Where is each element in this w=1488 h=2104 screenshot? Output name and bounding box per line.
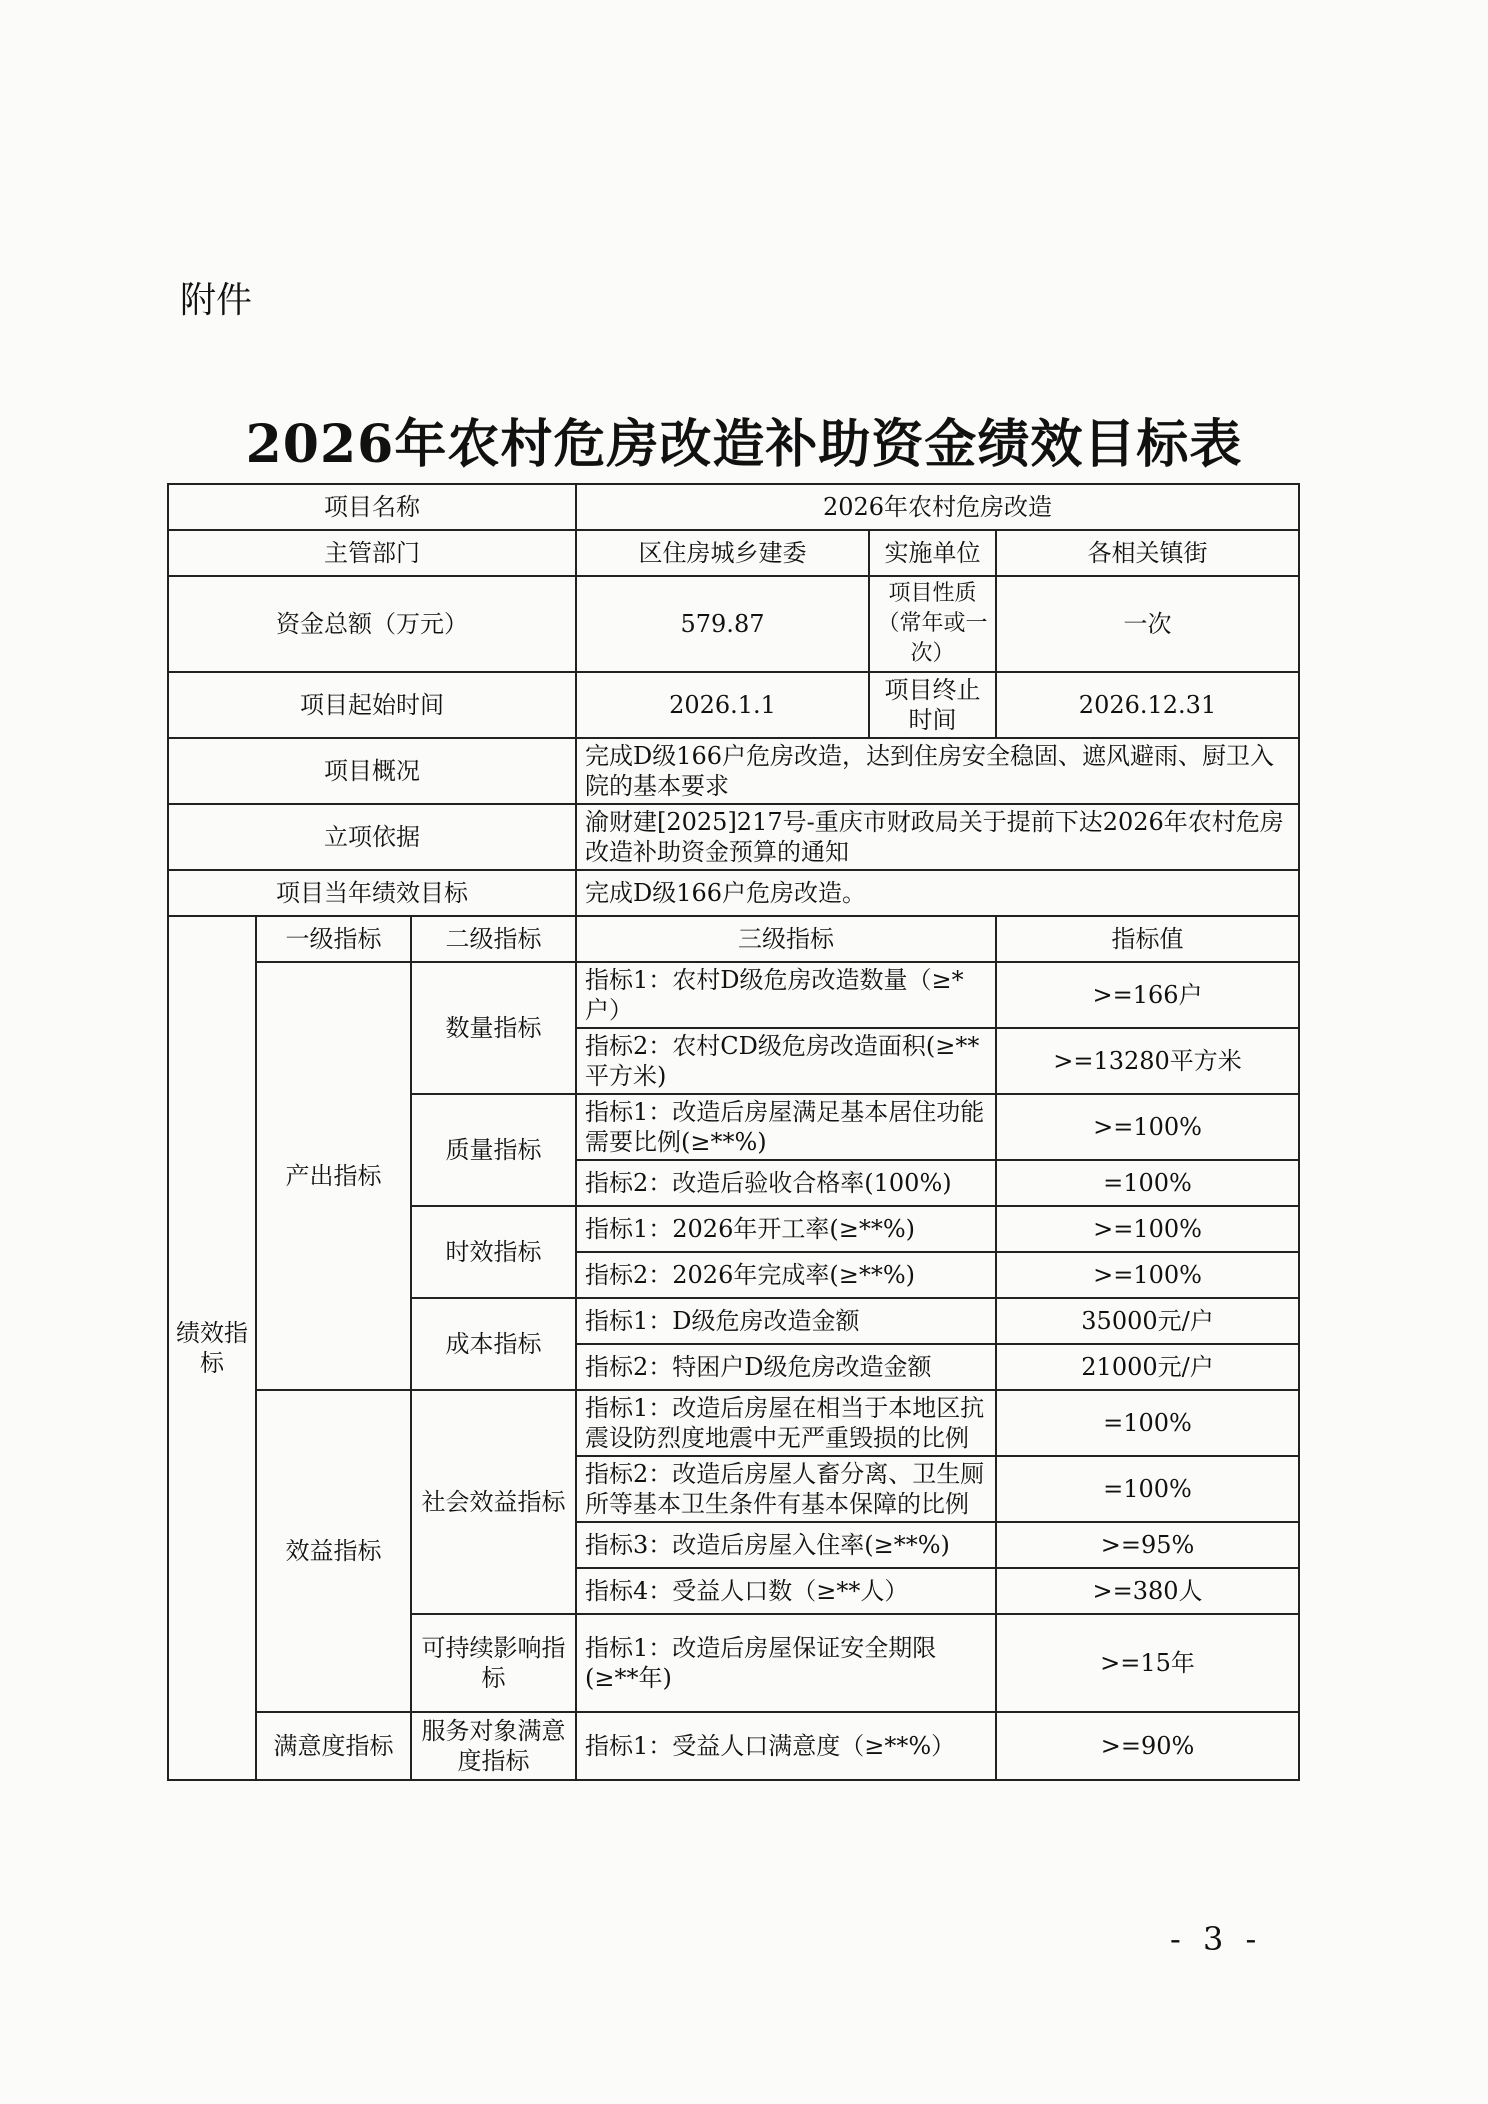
ql1: 指标1：改造后房屋满足基本居住功能需要比例(≥**%): [576, 1094, 996, 1160]
quantity-label: 数量指标: [411, 962, 576, 1094]
sustain-label: 可持续影响指标: [411, 1614, 576, 1712]
table-row: [168, 870, 1299, 916]
table-row: [168, 576, 1299, 672]
start-label: 项目起始时间: [168, 672, 576, 738]
dept-label: 主管部门: [168, 530, 576, 576]
t2: 指标2：2026年完成率(≥**%): [576, 1252, 996, 1298]
output-label: 产出指标: [256, 962, 411, 1390]
goal: 完成D级166户危房改造。: [576, 870, 1299, 916]
sa1-value: >=90%: [996, 1712, 1299, 1780]
su1: 指标1：改造后房屋保证安全期限(≥**年): [576, 1614, 996, 1712]
end-date: 2026.12.31: [996, 672, 1299, 738]
t1-value: >=100%: [996, 1206, 1299, 1252]
end-label: 项目终止时间: [869, 672, 996, 738]
perf-label: 绩效指标: [168, 916, 256, 1780]
q2: 指标2：农村CD级危房改造面积(≥**平方米): [576, 1028, 996, 1094]
s2-value: =100%: [996, 1456, 1299, 1522]
performance-table: [167, 483, 1300, 1781]
col-level3: 三级指标: [576, 916, 996, 962]
table-row: [168, 804, 1299, 870]
col-level1: 一级指标: [256, 916, 411, 962]
s2: 指标2：改造后房屋人畜分离、卫生厕所等基本卫生条件有基本保障的比例: [576, 1456, 996, 1522]
s4-value: >=380人: [996, 1568, 1299, 1614]
ql2-value: =100%: [996, 1160, 1299, 1206]
q2-value: >=13280平方米: [996, 1028, 1299, 1094]
quality-label: 质量指标: [411, 1094, 576, 1206]
col-level2: 二级指标: [411, 916, 576, 962]
table-row: [168, 530, 1299, 576]
table-row: [168, 672, 1299, 738]
nature-label: 项目性质（常年或一次）: [869, 576, 996, 672]
c2: 指标2：特困户D级危房改造金额: [576, 1344, 996, 1390]
cost-label: 成本指标: [411, 1298, 576, 1390]
col-value: 指标值: [996, 916, 1299, 962]
s4: 指标4：受益人口数（≥**人）: [576, 1568, 996, 1614]
s3: 指标3：改造后房屋入住率(≥**%): [576, 1522, 996, 1568]
fund: 579.87: [576, 576, 869, 672]
s3-value: >=95%: [996, 1522, 1299, 1568]
table-row: [168, 962, 1299, 1028]
social-label: 社会效益指标: [411, 1390, 576, 1614]
table-row: [168, 916, 1299, 962]
table-row: [168, 1712, 1299, 1780]
project-name-label: 项目名称: [168, 484, 576, 530]
c2-value: 21000元/户: [996, 1344, 1299, 1390]
table-row: [168, 738, 1299, 804]
table-row: [168, 484, 1299, 530]
q1-value: >=166户: [996, 962, 1299, 1028]
t1: 指标1：2026年开工率(≥**%): [576, 1206, 996, 1252]
impl-label: 实施单位: [869, 530, 996, 576]
start-date: 2026.1.1: [576, 672, 869, 738]
ql1-value: >=100%: [996, 1094, 1299, 1160]
q1: 指标1：农村D级危房改造数量（≥*户）: [576, 962, 996, 1028]
basis: 渝财建[2025]217号-重庆市财政局关于提前下达2026年农村危房改造补助资金预算的通知: [576, 804, 1299, 870]
s1-value: =100%: [996, 1390, 1299, 1456]
page-number: - 3 -: [1170, 1920, 1263, 1958]
dept: 区住房城乡建委: [576, 530, 869, 576]
ql2: 指标2：改造后验收合格率(100%): [576, 1160, 996, 1206]
c1: 指标1：D级危房改造金额: [576, 1298, 996, 1344]
t2-value: >=100%: [996, 1252, 1299, 1298]
basis-label: 立项依据: [168, 804, 576, 870]
c1-value: 35000元/户: [996, 1298, 1299, 1344]
nature: 一次: [996, 576, 1299, 672]
overview-label: 项目概况: [168, 738, 576, 804]
fund-label: 资金总额（万元）: [168, 576, 576, 672]
project-name: 2026年农村危房改造: [576, 484, 1299, 530]
s1: 指标1：改造后房屋在相当于本地区抗震设防烈度地震中无严重毁损的比例: [576, 1390, 996, 1456]
timeliness-label: 时效指标: [411, 1206, 576, 1298]
service-label: 服务对象满意度指标: [411, 1712, 576, 1780]
attachment-label: 附件: [180, 280, 253, 321]
overview: 完成D级166户危房改造，达到住房安全稳固、遮风避雨、厨卫入院的基本要求: [576, 738, 1299, 804]
su1-value: >=15年: [996, 1614, 1299, 1712]
page-title: 2026年农村危房改造补助资金绩效目标表: [245, 414, 1243, 475]
impl: 各相关镇街: [996, 530, 1299, 576]
goal-label: 项目当年绩效目标: [168, 870, 576, 916]
satisfaction-label: 满意度指标: [256, 1712, 411, 1780]
benefit-label: 效益指标: [256, 1390, 411, 1712]
table-row: [168, 1390, 1299, 1456]
sa1: 指标1：受益人口满意度（≥**%）: [576, 1712, 996, 1780]
